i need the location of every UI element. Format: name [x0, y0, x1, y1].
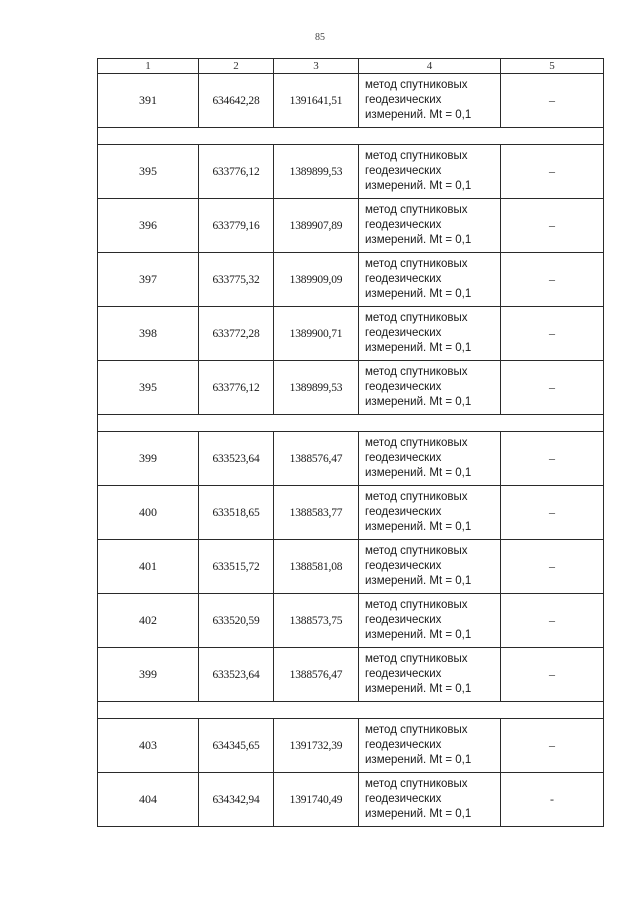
method-line: метод спутниковых [365, 150, 468, 162]
point-number-cell: 396 [98, 199, 199, 253]
method-line: измерений. Mt = 0,1 [365, 754, 472, 766]
point-number-cell: 400 [98, 486, 199, 540]
y-coordinate-cell: 1389899,53 [274, 361, 359, 415]
method-line: геодезических [365, 668, 442, 680]
table-row [98, 145, 604, 199]
table-row [98, 432, 604, 486]
method-line: геодезических [365, 614, 442, 626]
method-line: геодезических [365, 560, 442, 572]
point-number-cell: 404 [98, 773, 199, 827]
method-line: измерений. Mt = 0,1 [365, 288, 472, 300]
group-separator-cell [98, 128, 604, 145]
x-coordinate-cell: 634342,94 [199, 773, 274, 827]
point-number-cell: 391 [98, 74, 199, 128]
method-cell [359, 307, 501, 361]
method-cell [359, 773, 501, 827]
method-line: измерений. Mt = 0,1 [365, 575, 472, 587]
point-number-cell: 395 [98, 145, 199, 199]
group-separator-row [98, 128, 604, 145]
table-row [98, 74, 604, 128]
y-coordinate-cell: 1388581,08 [274, 540, 359, 594]
method-cell [359, 486, 501, 540]
x-coordinate-cell: 633518,65 [199, 486, 274, 540]
method-line: измерений. Mt = 0,1 [365, 467, 472, 479]
table-header-row [98, 59, 604, 74]
method-line: геодезических [365, 793, 442, 805]
y-coordinate-cell: 1388583,77 [274, 486, 359, 540]
method-line: метод спутниковых [365, 437, 468, 449]
note-cell: – [501, 540, 604, 594]
header-cell-3: 3 [274, 59, 359, 74]
method-line: геодезических [365, 273, 442, 285]
method-line: измерений. Mt = 0,1 [365, 629, 472, 641]
method-line: измерений. Mt = 0,1 [365, 683, 472, 695]
note-cell: – [501, 145, 604, 199]
y-coordinate-cell: 1388573,75 [274, 594, 359, 648]
method-line: метод спутниковых [365, 312, 468, 324]
coordinates-table [97, 58, 604, 827]
table-row [98, 773, 604, 827]
method-line: метод спутниковых [365, 366, 468, 378]
method-line: метод спутниковых [365, 79, 468, 91]
point-number-cell: 401 [98, 540, 199, 594]
method-line: метод спутниковых [365, 724, 468, 736]
note-cell: – [501, 432, 604, 486]
table-row [98, 719, 604, 773]
table-row [98, 199, 604, 253]
x-coordinate-cell: 633779,16 [199, 199, 274, 253]
y-coordinate-cell: 1391641,51 [274, 74, 359, 128]
note-cell: - [501, 773, 604, 827]
y-coordinate-cell: 1389907,89 [274, 199, 359, 253]
header-cell-1: 1 [98, 59, 199, 74]
method-cell [359, 432, 501, 486]
y-coordinate-cell: 1391732,39 [274, 719, 359, 773]
method-line: геодезических [365, 381, 442, 393]
method-line: метод спутниковых [365, 491, 468, 503]
table-row [98, 307, 604, 361]
note-cell: – [501, 486, 604, 540]
x-coordinate-cell: 633520,59 [199, 594, 274, 648]
x-coordinate-cell: 633775,32 [199, 253, 274, 307]
method-cell [359, 145, 501, 199]
note-cell: – [501, 253, 604, 307]
method-cell [359, 594, 501, 648]
table-row [98, 253, 604, 307]
point-number-cell: 395 [98, 361, 199, 415]
method-line: измерений. Mt = 0,1 [365, 521, 472, 533]
group-separator-row [98, 702, 604, 719]
note-cell: – [501, 307, 604, 361]
coordinates-table-body [98, 59, 604, 827]
method-line: измерений. Mt = 0,1 [365, 180, 472, 192]
y-coordinate-cell: 1391740,49 [274, 773, 359, 827]
point-number-cell: 398 [98, 307, 199, 361]
point-number-cell: 403 [98, 719, 199, 773]
group-separator-cell [98, 415, 604, 432]
method-line: метод спутниковых [365, 653, 468, 665]
header-cell-4: 4 [359, 59, 501, 74]
x-coordinate-cell: 633776,12 [199, 361, 274, 415]
method-line: геодезических [365, 165, 442, 177]
table-row [98, 648, 604, 702]
y-coordinate-cell: 1388576,47 [274, 432, 359, 486]
method-line: геодезических [365, 739, 442, 751]
table-row [98, 594, 604, 648]
method-cell [359, 253, 501, 307]
method-line: измерений. Mt = 0,1 [365, 109, 472, 121]
y-coordinate-cell: 1388576,47 [274, 648, 359, 702]
page-number: 85 [315, 32, 325, 43]
method-line: метод спутниковых [365, 599, 468, 611]
method-cell [359, 648, 501, 702]
method-line: геодезических [365, 452, 442, 464]
method-line: измерений. Mt = 0,1 [365, 808, 472, 820]
method-cell [359, 719, 501, 773]
method-cell [359, 199, 501, 253]
method-cell [359, 540, 501, 594]
method-cell [359, 361, 501, 415]
method-line: геодезических [365, 219, 442, 231]
note-cell: – [501, 199, 604, 253]
table-row [98, 540, 604, 594]
header-cell-2: 2 [199, 59, 274, 74]
x-coordinate-cell: 633772,28 [199, 307, 274, 361]
method-line: метод спутниковых [365, 545, 468, 557]
method-line: измерений. Mt = 0,1 [365, 342, 472, 354]
x-coordinate-cell: 633523,64 [199, 432, 274, 486]
method-line: измерений. Mt = 0,1 [365, 396, 472, 408]
point-number-cell: 399 [98, 648, 199, 702]
method-line: геодезических [365, 327, 442, 339]
x-coordinate-cell: 633523,64 [199, 648, 274, 702]
method-cell [359, 74, 501, 128]
x-coordinate-cell: 633515,72 [199, 540, 274, 594]
note-cell: – [501, 719, 604, 773]
group-separator-cell [98, 702, 604, 719]
x-coordinate-cell: 633776,12 [199, 145, 274, 199]
y-coordinate-cell: 1389900,71 [274, 307, 359, 361]
table-row [98, 486, 604, 540]
x-coordinate-cell: 634642,28 [199, 74, 274, 128]
note-cell: – [501, 74, 604, 128]
y-coordinate-cell: 1389899,53 [274, 145, 359, 199]
group-separator-row [98, 415, 604, 432]
table-row [98, 361, 604, 415]
y-coordinate-cell: 1389909,09 [274, 253, 359, 307]
note-cell: – [501, 594, 604, 648]
x-coordinate-cell: 634345,65 [199, 719, 274, 773]
method-line: метод спутниковых [365, 204, 468, 216]
note-cell: – [501, 361, 604, 415]
note-cell: – [501, 648, 604, 702]
point-number-cell: 402 [98, 594, 199, 648]
point-number-cell: 397 [98, 253, 199, 307]
header-cell-5: 5 [501, 59, 604, 74]
method-line: измерений. Mt = 0,1 [365, 234, 472, 246]
point-number-cell: 399 [98, 432, 199, 486]
method-line: геодезических [365, 506, 442, 518]
method-line: метод спутниковых [365, 778, 468, 790]
method-line: геодезических [365, 94, 442, 106]
method-line: метод спутниковых [365, 258, 468, 270]
